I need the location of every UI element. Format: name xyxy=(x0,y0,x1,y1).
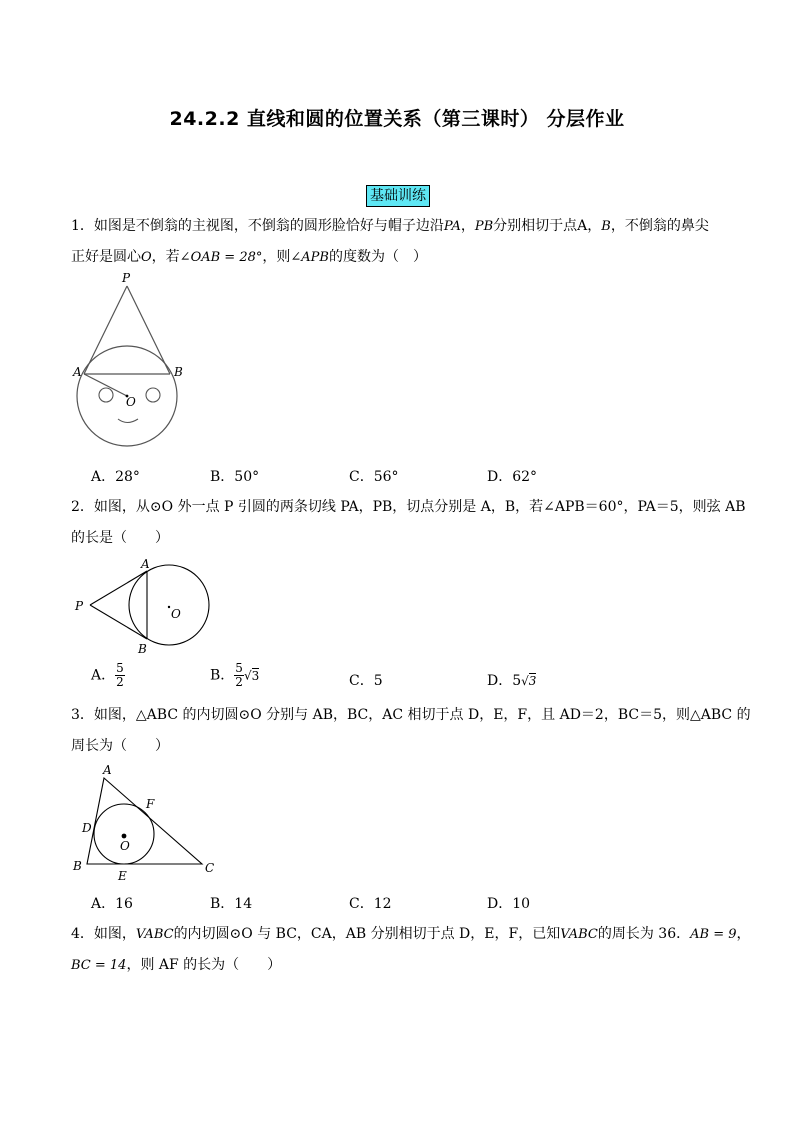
q3-center-dot xyxy=(122,834,127,839)
q4-line-1: 4．如图，VABC的内切圆⊙O 与 BC，CA，AB 分别相切于点 D，E，F，已知VABC的周长为 36．AB = 9， xyxy=(71,926,751,942)
q2-option-c[interactable]: C．5 xyxy=(349,673,383,689)
q2-label-a: A xyxy=(141,557,150,571)
q3-label-f: F xyxy=(146,797,155,811)
q2-figure xyxy=(72,558,217,658)
q3-label-c: C xyxy=(205,861,215,875)
q2-label-b: B xyxy=(138,642,147,656)
q1-label-o: O xyxy=(126,395,136,409)
q1-left-eye xyxy=(99,388,113,402)
q1-label-p: P xyxy=(122,271,131,285)
q2-label-o: O xyxy=(171,607,181,621)
q4-line-2: BC = 14，则 AF 的长为（ ） xyxy=(71,957,282,973)
q2-option-b[interactable]: B． $\frac{5}{2}$ √3 xyxy=(210,661,260,689)
q2-option-a[interactable]: A． $\frac{5}{2}$ xyxy=(91,661,124,689)
q3-option-d[interactable]: D．10 xyxy=(487,896,531,912)
q3-option-b[interactable]: B．14 xyxy=(210,896,253,912)
q1-mouth xyxy=(118,419,138,423)
q3-option-c[interactable]: C．12 xyxy=(349,896,392,912)
q1-segment-oa xyxy=(84,374,127,396)
q1-right-eye xyxy=(146,388,160,402)
q1-option-b[interactable]: B．50° xyxy=(210,469,260,485)
q1-label-b: B xyxy=(174,365,183,379)
q1-label-a: A xyxy=(73,365,82,379)
q2-center-dot xyxy=(168,606,170,608)
q2-tangent-pa xyxy=(90,571,147,605)
q1-tangent-pa xyxy=(84,286,127,374)
q1-option-d[interactable]: D．62° xyxy=(487,469,538,485)
q3-line-1: 3．如图，△ABC 的内切圆⊙O 分别与 AB，BC，AC 相切于点 D，E，F，且 AD＝2，BC＝5，则△ABC 的 xyxy=(71,707,751,723)
q3-label-d: D xyxy=(82,821,92,835)
q3-line-2: 周长为（ ） xyxy=(71,738,169,754)
q3-label-e: E xyxy=(118,869,127,883)
section-label: 基础训练 xyxy=(366,185,430,207)
q1-figure xyxy=(70,271,200,456)
q1-option-c[interactable]: C．56° xyxy=(349,469,399,485)
q2-line-2: 的长是（ ） xyxy=(71,530,169,546)
q1-tangent-pb xyxy=(127,286,170,374)
q3-triangle xyxy=(87,778,202,864)
q3-figure xyxy=(70,762,220,882)
page-title: 24.2.2 直线和圆的位置关系（第三课时） 分层作业 xyxy=(169,108,625,130)
q2-line-1: 2．如图，从⊙O 外一点 P 引圆的两条切线 PA，PB，切点分别是 A，B，若∠APB＝60°，PA＝5，则弦 AB xyxy=(71,499,746,515)
q2-option-a-fraction: $\frac{5}{2}$ xyxy=(116,661,124,689)
q3-option-a[interactable]: A．16 xyxy=(91,896,133,912)
q3-label-o: O xyxy=(120,839,130,853)
q1-line-1: 1．如图是不倒翁的主视图，不倒翁的圆形脸恰好与帽子边沿PA，PB分别相切于点A，B，不倒翁的鼻尖 xyxy=(71,218,709,234)
q1-option-a[interactable]: A．28° xyxy=(91,469,140,485)
q1-line-2: 正好是圆心O，若∠OAB = 28°，则∠APB的度数为（ ） xyxy=(71,249,427,265)
q3-label-b: B xyxy=(73,859,82,873)
q2-tangent-pb xyxy=(90,605,147,639)
q3-label-a: A xyxy=(103,763,112,777)
q2-option-b-fraction: $\frac{5}{2}$ xyxy=(235,661,243,689)
q2-label-p: P xyxy=(75,599,84,613)
q2-option-d[interactable]: D．5√3 xyxy=(487,673,537,689)
q2-circle xyxy=(129,565,209,645)
